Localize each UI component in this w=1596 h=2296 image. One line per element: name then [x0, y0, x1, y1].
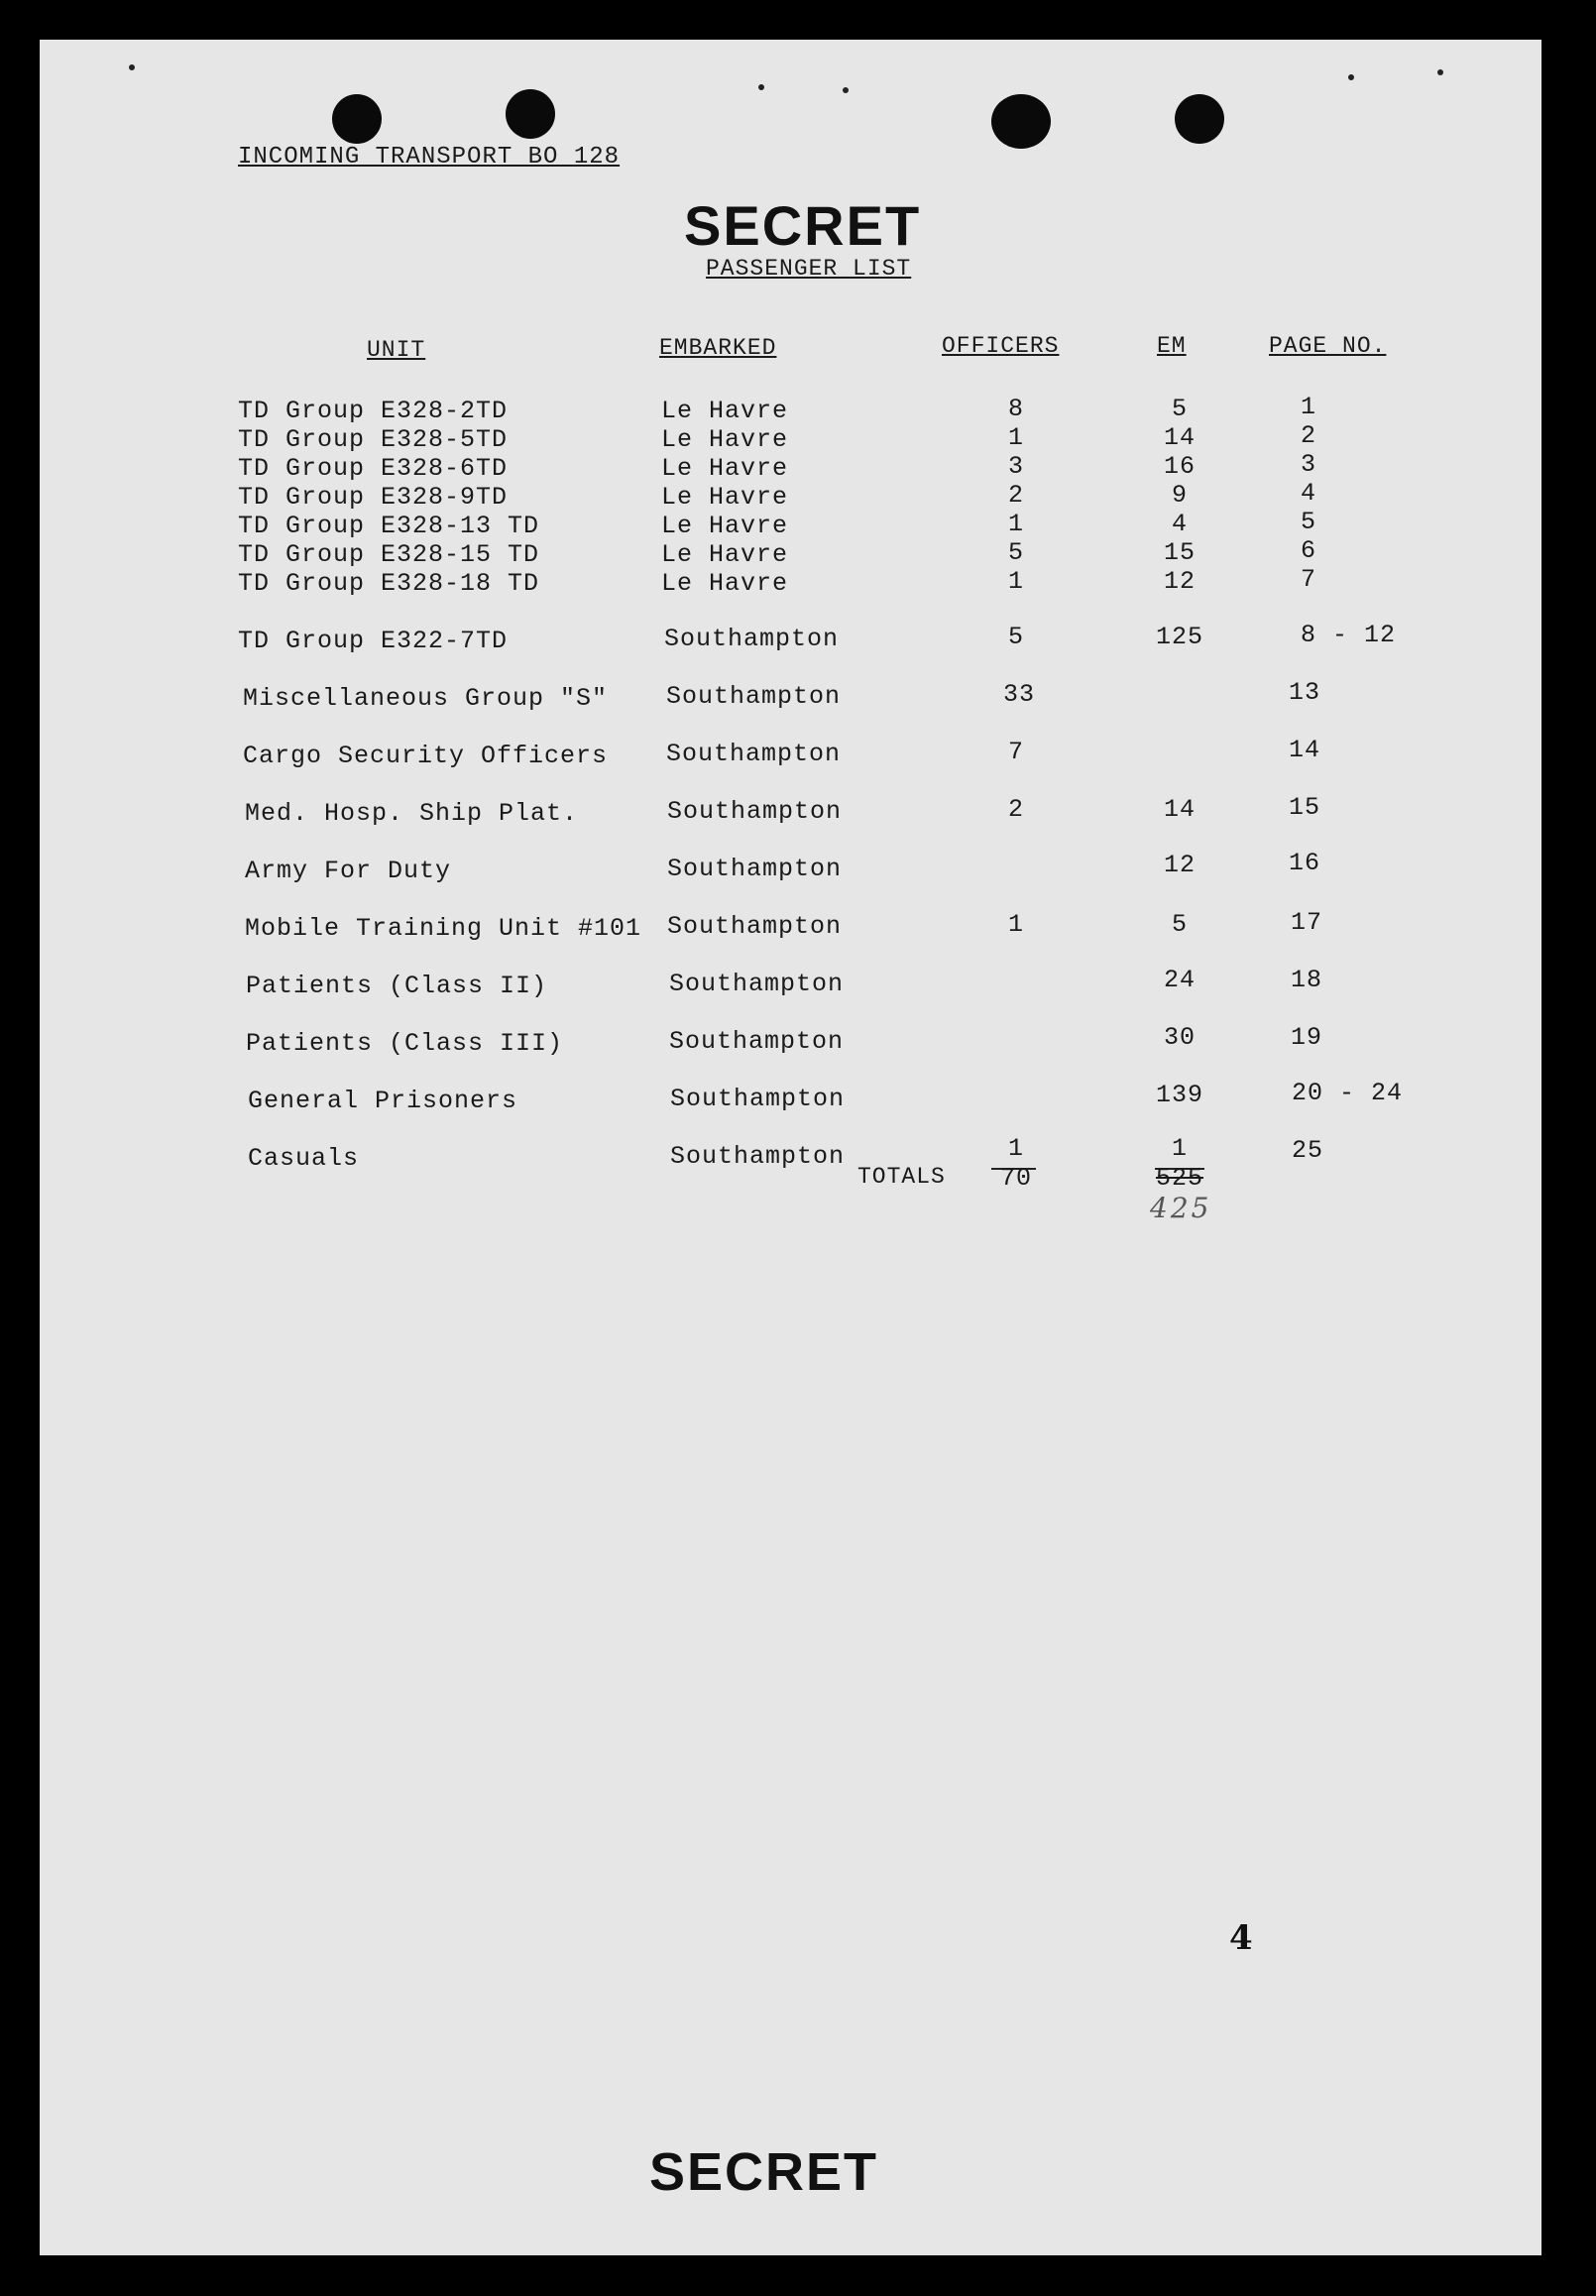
unit-cell: Miscellaneous Group "S" — [243, 684, 609, 713]
column-header-em: EM — [1157, 333, 1187, 359]
officers-cell: 1 — [1007, 567, 1024, 596]
unit-cell: TD Group E328-15 TD — [238, 540, 540, 569]
totals-officers: 70 — [999, 1164, 1032, 1193]
unit-cell: Cargo Security Officers — [243, 742, 609, 770]
officers-cell: 5 — [1007, 623, 1024, 651]
page-cell: 25 — [1292, 1136, 1324, 1165]
page-cell: 7 — [1301, 565, 1317, 594]
speck — [129, 64, 135, 70]
em-cell: 4 — [1171, 510, 1188, 538]
embarked-cell: Southampton — [669, 970, 845, 998]
page-cell: 20 - 24 — [1292, 1079, 1404, 1107]
page-cell: 18 — [1291, 966, 1323, 994]
unit-cell: TD Group E322-7TD — [238, 627, 509, 655]
totals-em-typed: 525 — [1155, 1164, 1203, 1193]
page-cell: 13 — [1289, 678, 1321, 707]
em-cell: 9 — [1171, 481, 1188, 510]
unit-cell: Casuals — [248, 1144, 360, 1173]
page-cell: 6 — [1301, 536, 1317, 565]
secret-stamp-bottom: SECRET — [649, 2142, 879, 2202]
embarked-cell: Le Havre — [661, 454, 789, 483]
page-cell: 16 — [1289, 849, 1321, 877]
em-cell: 15 — [1163, 538, 1196, 567]
em-cell: 5 — [1171, 910, 1188, 939]
speck — [843, 87, 849, 93]
officers-cell: 1 — [1007, 510, 1024, 538]
page-cell: 3 — [1301, 450, 1317, 479]
unit-cell: TD Group E328-2TD — [238, 397, 509, 425]
unit-cell: TD Group E328-9TD — [238, 483, 509, 512]
page-cell: 1 — [1301, 393, 1317, 421]
officers-cell: 2 — [1007, 481, 1024, 510]
em-cell: 12 — [1163, 567, 1196, 596]
punch-hole — [506, 89, 555, 139]
em-cell: 1 — [1171, 1134, 1188, 1163]
officers-cell: 1 — [1007, 1134, 1024, 1163]
page-cell: 5 — [1301, 508, 1317, 536]
embarked-cell: Le Havre — [661, 425, 789, 454]
page-cell: 2 — [1301, 421, 1317, 450]
officers-cell: 8 — [1007, 395, 1024, 423]
em-cell: 24 — [1163, 966, 1196, 994]
embarked-cell: Le Havre — [661, 569, 789, 598]
unit-cell: TD Group E328-18 TD — [238, 569, 540, 598]
unit-cell: TD Group E328-13 TD — [238, 512, 540, 540]
embarked-cell: Southampton — [670, 1085, 846, 1113]
unit-cell: TD Group E328-5TD — [238, 425, 509, 454]
punch-hole — [1175, 94, 1224, 144]
em-cell: 16 — [1163, 452, 1196, 481]
punch-hole — [991, 94, 1051, 149]
column-header-page: PAGE NO. — [1269, 333, 1387, 359]
unit-cell: Patients (Class III) — [246, 1029, 564, 1058]
transport-title: INCOMING TRANSPORT BO 128 — [238, 144, 621, 171]
page-cell: 4 — [1301, 479, 1317, 508]
column-header-officers: OFFICERS — [942, 333, 1060, 359]
unit-cell: Med. Hosp. Ship Plat. — [245, 799, 579, 828]
officers-cell: 1 — [1007, 910, 1024, 939]
officers-cell: 33 — [1002, 680, 1035, 709]
embarked-cell: Southampton — [667, 797, 843, 826]
unit-cell: Army For Duty — [245, 857, 452, 885]
totals-em-handwritten: 425 — [1150, 1192, 1212, 1224]
unit-cell: TD Group E328-6TD — [238, 454, 509, 483]
embarked-cell: Southampton — [666, 740, 842, 768]
officers-cell: 5 — [1007, 538, 1024, 567]
em-cell: 125 — [1155, 623, 1203, 651]
officers-cell: 7 — [1007, 738, 1024, 766]
page-cell: 8 - 12 — [1301, 621, 1397, 649]
officers-cell: 2 — [1007, 795, 1024, 824]
passenger-list-subtitle: PASSENGER LIST — [706, 256, 912, 282]
em-cell: 14 — [1163, 423, 1196, 452]
page-number: 4 — [1229, 1918, 1253, 1958]
embarked-cell: Southampton — [667, 912, 843, 941]
column-header-embarked: EMBARKED — [659, 335, 777, 361]
officers-cell: 1 — [1007, 423, 1024, 452]
secret-stamp-top: SECRET — [684, 194, 922, 257]
page-cell: 19 — [1291, 1023, 1323, 1052]
speck — [758, 84, 764, 90]
embarked-cell: Southampton — [666, 682, 842, 711]
embarked-cell: Le Havre — [661, 540, 789, 569]
page-cell: 15 — [1289, 793, 1321, 822]
embarked-cell: Southampton — [670, 1142, 846, 1171]
em-cell: 30 — [1163, 1023, 1196, 1052]
em-cell: 12 — [1163, 851, 1196, 879]
speck — [1348, 74, 1354, 80]
page-cell: 14 — [1289, 736, 1321, 764]
column-header-unit: UNIT — [367, 337, 426, 363]
unit-cell: Mobile Training Unit #101 — [245, 914, 642, 943]
embarked-cell: Le Havre — [661, 483, 789, 512]
unit-cell: General Prisoners — [248, 1087, 518, 1115]
embarked-cell: Southampton — [667, 855, 843, 883]
punch-hole — [332, 94, 382, 144]
em-cell: 14 — [1163, 795, 1196, 824]
document-page — [40, 40, 1541, 2255]
em-cell: 5 — [1171, 395, 1188, 423]
officers-cell: 3 — [1007, 452, 1024, 481]
embarked-cell: Southampton — [664, 625, 840, 653]
unit-cell: Patients (Class II) — [246, 972, 548, 1000]
embarked-cell: Southampton — [669, 1027, 845, 1056]
embarked-cell: Le Havre — [661, 397, 789, 425]
em-cell: 139 — [1155, 1081, 1203, 1109]
speck — [1437, 69, 1443, 75]
page-cell: 17 — [1291, 908, 1323, 937]
embarked-cell: Le Havre — [661, 512, 789, 540]
totals-label: TOTALS — [857, 1164, 946, 1190]
